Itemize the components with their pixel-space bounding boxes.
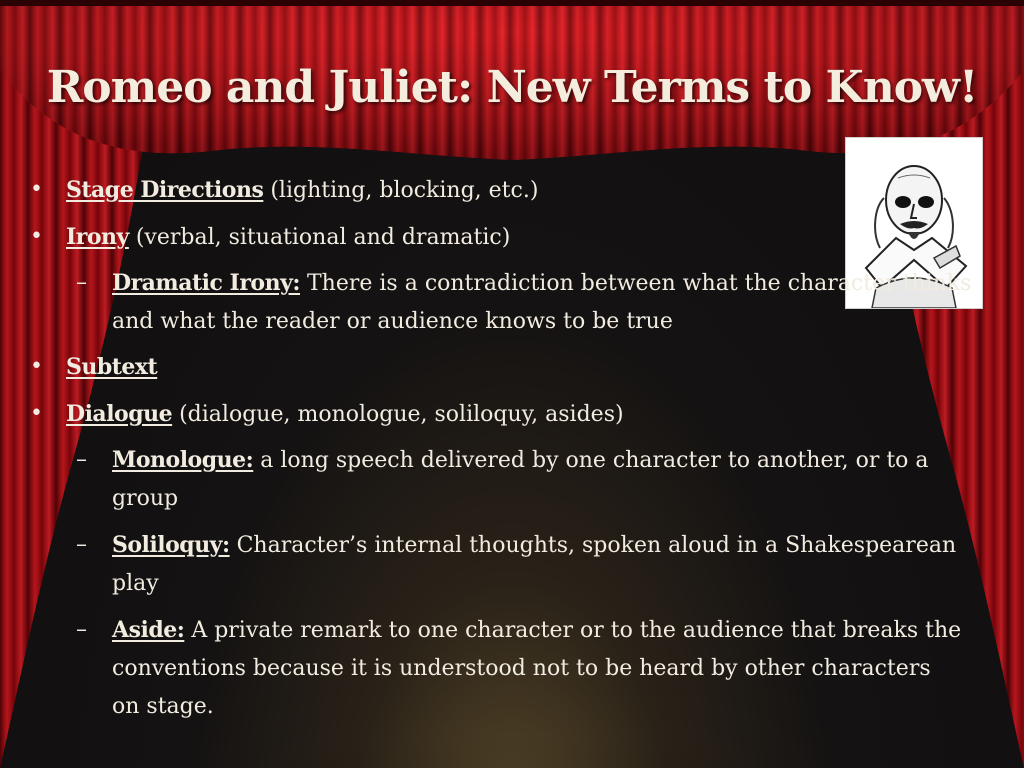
- term-description: (verbal, situational and dramatic): [128, 225, 511, 250]
- term-label: Soliloquy:: [112, 532, 230, 558]
- term-label: Stage Directions: [66, 177, 264, 203]
- slide-title: Romeo and Juliet: New Terms to Know!: [46, 62, 978, 113]
- term-description: (dialogue, monologue, soliloquy, asides): [172, 402, 624, 427]
- dash-bullet: –: [76, 617, 87, 642]
- term-label: Dialogue: [66, 401, 173, 427]
- term-description: a long speech delivered by one character to another, or to a group: [112, 448, 929, 511]
- term-description: Character’s internal thoughts, spoken aloud in a Shakespearean play: [112, 533, 957, 596]
- term-label: Monologue:: [112, 447, 254, 473]
- list-subitem-soliloquy: [30, 526, 962, 603]
- term-label: Aside:: [112, 617, 185, 643]
- list-item-subtext: [30, 347, 960, 388]
- list-subitem-dramatic-irony: [30, 264, 972, 341]
- list-item-irony: [30, 217, 960, 258]
- terms-list: [30, 170, 972, 726]
- dash-bullet: –: [76, 270, 87, 295]
- list-item-stage-directions: [30, 170, 960, 211]
- list-subitem-aside: [30, 611, 962, 726]
- bullet: •: [30, 177, 43, 202]
- list-item-dialogue: [30, 394, 960, 435]
- bullet: •: [30, 224, 43, 249]
- term-label: Subtext: [66, 354, 158, 380]
- bullet: •: [30, 401, 43, 426]
- term-description: There is a contradiction between what the character thinks and what the reader or audience knows to be true: [112, 271, 972, 334]
- term-description: A private remark to one character or to the audience that breaks the conventions because it is understood not to be heard by other characters on stage.: [112, 618, 962, 719]
- term-label: Irony: [66, 224, 129, 250]
- term-description: (lighting, blocking, etc.): [263, 178, 539, 203]
- dash-bullet: –: [76, 532, 87, 557]
- dash-bullet: –: [76, 447, 87, 472]
- list-subitem-monologue: [30, 441, 962, 518]
- bullet: •: [30, 354, 43, 379]
- term-label: Dramatic Irony:: [112, 270, 300, 296]
